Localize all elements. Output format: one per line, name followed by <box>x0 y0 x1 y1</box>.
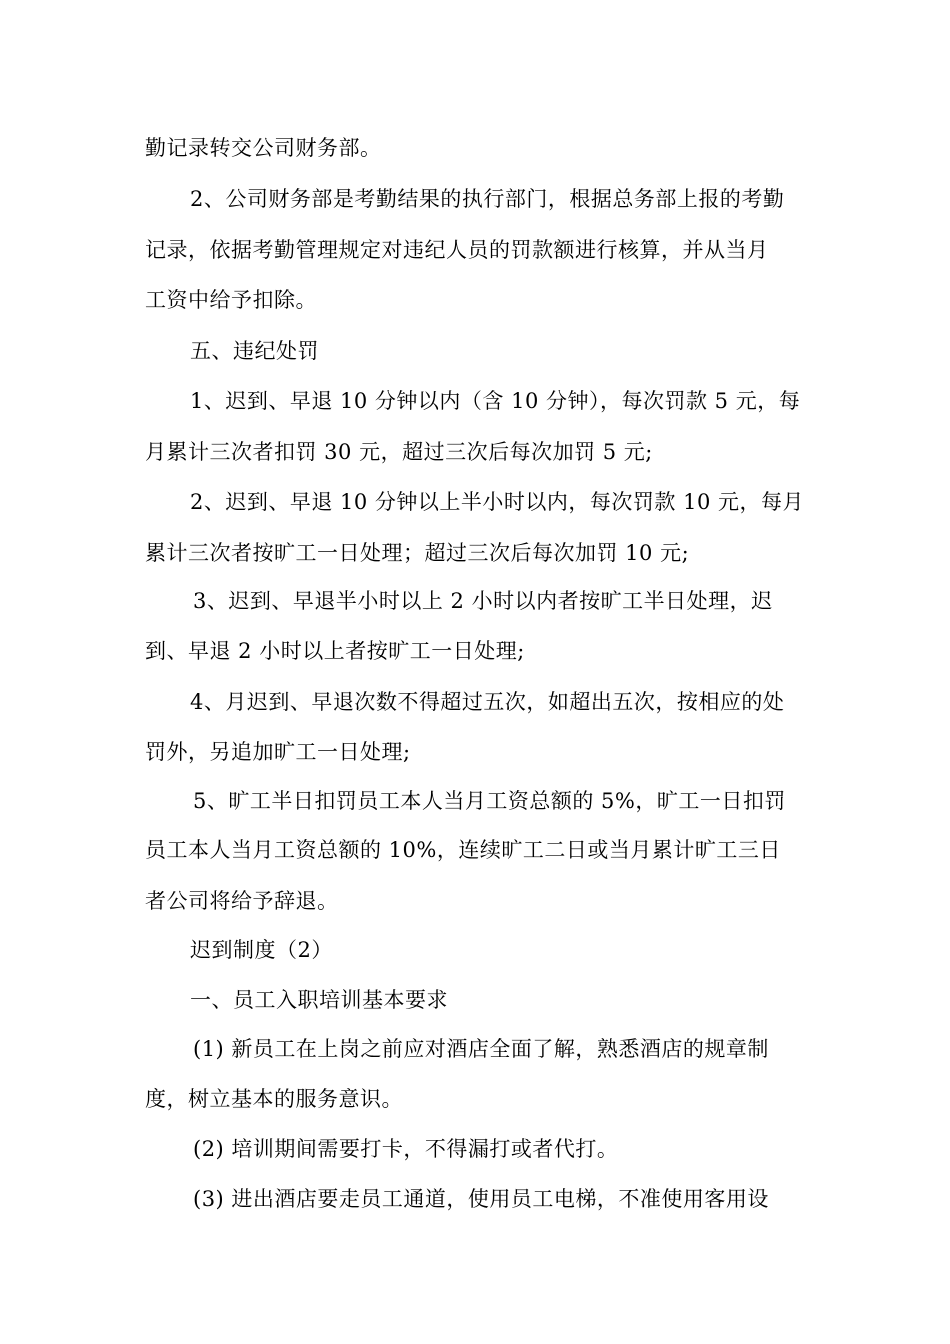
text-line: 2、迟到、早退 10 分钟以上半小时以内，每次罚款 10 元，每月 <box>190 490 805 514</box>
text-line: 员工本人当月工资总额的 10%，连续旷工二日或当月累计旷工三日 <box>145 838 781 862</box>
text-line: 3、迟到、早退半小时以上 2 小时以内者按旷工半日处理，迟 <box>193 589 773 613</box>
text-line: 记录，依据考勤管理规定对违纪人员的罚款额进行核算，并从当月 <box>145 238 769 262</box>
text-line: 累计三次者按旷工一日处理；超过三次后每次加罚 10 元; <box>145 541 690 565</box>
text-line: 罚外，另追加旷工一日处理; <box>145 740 411 764</box>
text-line: 4、月迟到、早退次数不得超过五次，如超出五次，按相应的处 <box>190 690 785 714</box>
text-line: 月累计三次者扣罚 30 元，超过三次后每次加罚 5 元; <box>145 440 653 464</box>
text-line: 工资中给予扣除。 <box>145 288 317 312</box>
text-line: 度，树立基本的服务意识。 <box>145 1087 403 1111</box>
section-heading: 一、员工入职培训基本要求 <box>190 988 448 1012</box>
text-line: 2、公司财务部是考勤结果的执行部门，根据总务部上报的考勤 <box>190 187 785 211</box>
text-line: (3) 进出酒店要走员工通道，使用员工电梯，不准使用客用设 <box>193 1187 769 1211</box>
section-heading: 五、违纪处罚 <box>190 339 319 363</box>
text-line: (1) 新员工在上岗之前应对酒店全面了解，熟悉酒店的规章制 <box>193 1037 769 1061</box>
text-line: (2) 培训期间需要打卡，不得漏打或者代打。 <box>193 1137 619 1161</box>
text-line: 勤记录转交公司财务部。 <box>145 136 382 160</box>
text-line: 5、旷工半日扣罚员工本人当月工资总额的 5%，旷工一日扣罚 <box>193 789 786 813</box>
section-heading: 迟到制度（2） <box>190 938 333 962</box>
text-line: 到、早退 2 小时以上者按旷工一日处理; <box>145 639 525 663</box>
text-line: 者公司将给予辞退。 <box>145 889 339 913</box>
text-line: 1、迟到、早退 10 分钟以内（含 10 分钟），每次罚款 5 元，每 <box>190 389 801 413</box>
